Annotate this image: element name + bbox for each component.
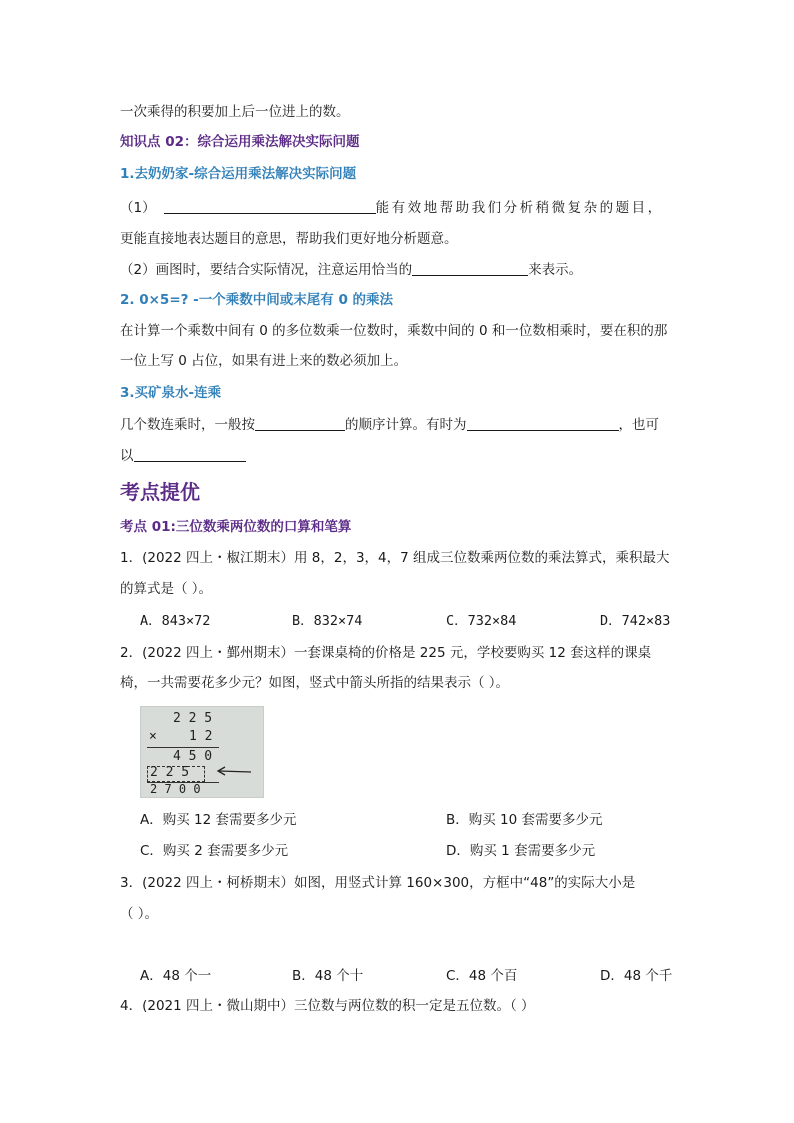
calc-row-partial2: 2 2 5 bbox=[150, 765, 190, 780]
kp02-s3-line1-c: ，也可 bbox=[618, 417, 659, 433]
q4-line1: 4．(2021 四上・微山期中）三位数与两位数的积一定是五位数。（ ） bbox=[120, 998, 535, 1014]
fill-blank[interactable] bbox=[255, 414, 345, 431]
fill-blank[interactable] bbox=[412, 259, 528, 276]
kp02-s2-line1: 在计算一个乘数中间有 0 的多位数乘一位数时，乘数中间的 0 和一位数相乘时，要在积的那 bbox=[120, 323, 668, 339]
calc-row-partial1: 4 5 0 bbox=[173, 749, 213, 764]
kp02-s3-line1-a: 几个数连乘时，一般按 bbox=[120, 417, 255, 433]
kp02-s1-p1-line2: 更能直接地表达题目的意思，帮助我们更好地分析题意。 bbox=[120, 231, 458, 247]
q1-line1: 1．(2022 四上・椒江期末）用 8，2，3，4，7 组成三位数乘两位数的乘法算式，乘积最大 bbox=[120, 550, 670, 566]
arrow-left-icon bbox=[213, 763, 253, 779]
q2-option-d[interactable]: D．购买 1 套需要多少元 bbox=[446, 843, 596, 859]
q2-option-b[interactable]: B．购买 10 套需要多少元 bbox=[446, 812, 603, 828]
kp02-s1-p2-after: 来表示。 bbox=[528, 262, 583, 278]
kp02-s3-line2 bbox=[120, 445, 246, 466]
kp02-s1-p1-after: 能有效地帮助我们分析稍微复杂的题目， bbox=[375, 200, 664, 216]
q3-option-c[interactable]: C．48 个百 bbox=[446, 968, 518, 984]
q3-option-b[interactable]: B．48 个十 bbox=[292, 968, 364, 984]
calc-row-multiplicand: 2 2 5 bbox=[173, 711, 213, 726]
calc-times-sign: × bbox=[149, 729, 157, 744]
kp02-s1-p1 bbox=[120, 197, 664, 218]
q2-option-a[interactable]: A．购买 12 套需要多少元 bbox=[140, 812, 297, 828]
vertical-calculation-image bbox=[140, 706, 264, 798]
fill-blank[interactable] bbox=[134, 445, 246, 462]
kp02-s2-line2: 一位上写 0 占位，如果有进上来的数必须加上。 bbox=[120, 353, 408, 369]
fill-blank[interactable] bbox=[467, 414, 619, 431]
kp02-s3-title: 3.买矿泉水-连乘 bbox=[120, 385, 222, 401]
q3-line2: （ ）。 bbox=[120, 906, 159, 922]
q1-option-c[interactable]: C．732×84 bbox=[446, 613, 517, 629]
q3-line1: 3．(2022 四上・柯桥期末）如图，用竖式计算 160×300，方框中“48”的实际大小是 bbox=[120, 875, 636, 891]
q3-option-a[interactable]: A．48 个一 bbox=[140, 968, 212, 984]
kd01-title: 考点 01:三位数乘两位数的口算和笔算 bbox=[120, 519, 352, 535]
kp02-s1-title: 1.去奶奶家-综合运用乘法解决实际问题 bbox=[120, 166, 357, 182]
kp02-s1-p2-prefix: （2）画图时，要结合实际情况，注意运用恰当的 bbox=[120, 262, 413, 278]
kp02-s3-line1 bbox=[120, 414, 659, 435]
fill-blank[interactable] bbox=[164, 197, 376, 214]
q2-line1: 2．(2022 四上・鄞州期末）一套课桌椅的价格是 225 元，学校要购买 12 套这样的课桌 bbox=[120, 645, 652, 661]
q1-option-d[interactable]: D．742×83 bbox=[600, 613, 671, 629]
kp02-s3-line2-text: 以 bbox=[120, 448, 134, 464]
q1-option-b[interactable]: B．832×74 bbox=[292, 613, 363, 629]
kp02-s2-title: 2. 0×5=? -一个乘数中间或末尾有 0 的乘法 bbox=[120, 292, 394, 308]
calc-row-product: 2 7 0 0 bbox=[150, 782, 201, 796]
kp02-s1-p2 bbox=[120, 259, 582, 280]
q2-option-c[interactable]: C．购买 2 套需要多少元 bbox=[140, 843, 289, 859]
q1-line2: 的算式是（ ）。 bbox=[120, 581, 213, 597]
kp02-s3-line1-b: 的顺序计算。有时为 bbox=[345, 417, 467, 433]
q1-option-a[interactable]: A．843×72 bbox=[140, 613, 211, 629]
intro-line: 一次乘得的积要加上后一位进上的数。 bbox=[120, 104, 350, 120]
q2-line2: 椅，一共需要花多少元？如图，竖式中箭头所指的结果表示（ ）。 bbox=[120, 675, 510, 691]
calc-row-multiplier: 1 2 bbox=[189, 729, 213, 744]
kp02-s1-p1-prefix: （1） bbox=[120, 200, 156, 216]
section-title: 考点提优 bbox=[120, 480, 200, 504]
q3-option-d[interactable]: D．48 个千 bbox=[600, 968, 673, 984]
kp02-title: 知识点 02：综合运用乘法解决实际问题 bbox=[120, 134, 360, 150]
